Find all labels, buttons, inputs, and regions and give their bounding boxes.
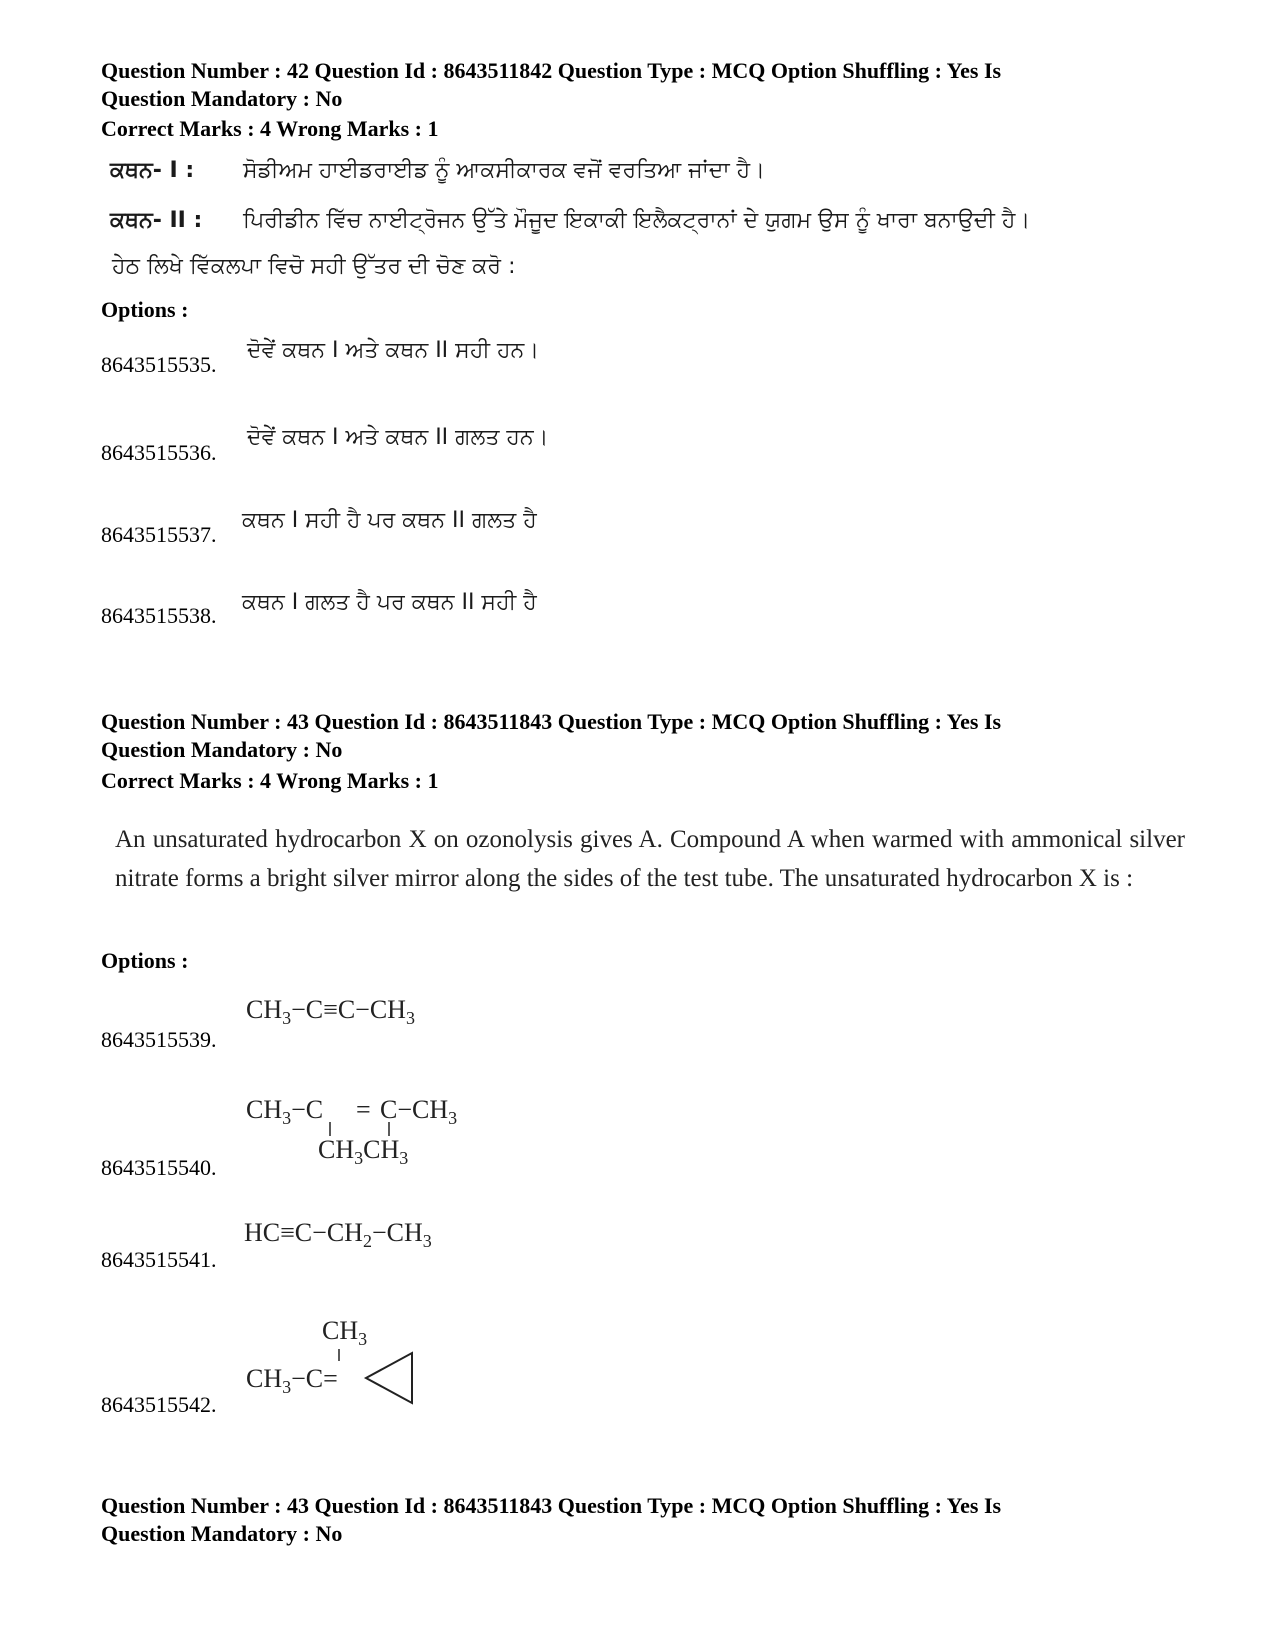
q43-option-4-structure[interactable]: [244, 1315, 444, 1410]
q43-meta-line1: Question Number : 43 Question Id : 8643511843 Question Type : MCQ Option Shuffling : Yes Is: [101, 709, 1002, 734]
q42-option-2-text[interactable]: ਦੋਵੇਂ ਕਥਨ I ਅਤੇ ਕਥਨ II ਗਲਤ ਹਨ।: [247, 425, 549, 450]
q43-repeat-meta-line2: Question Mandatory : No: [101, 1521, 343, 1546]
q42-option-2-id: 8643515536.: [101, 440, 217, 465]
q42-statement2: [110, 208, 202, 233]
q43-option-2-id: 8643515540.: [101, 1155, 217, 1180]
q42-option-4-id: 8643515538.: [101, 603, 217, 628]
cyclopropane-ring: [366, 1353, 412, 1403]
q42-marks: Correct Marks : 4 Wrong Marks : 1: [101, 116, 439, 141]
q43-question-text: An unsaturated hydrocarbon X on ozonolysis gives A. Compound A when warmed with ammonical silver nitrate forms a bright silver mirror along the sides of the test tube. The unsaturated hydrocarbon X is :: [115, 826, 1185, 892]
q43-option-1-id: 8643515539.: [101, 1027, 217, 1052]
q42-options-label: Options :: [101, 297, 189, 322]
q43-option-3-id: 8643515541.: [101, 1247, 217, 1272]
svg-text:CH3−C: $CH_3-C$: [246, 1095, 324, 1128]
q42-statement2-text: ਪਿਰੀਡੀਨ ਵਿੱਚ ਨਾਈਟ੍ਰੋਜਨ ਉੱਤੇ ਮੌਜੂਦ ਇਕਾਕੀ ਇਲੈਕਟ੍ਰਾਨਾਂ ਦੇ ਯੁਗਮ ਉਸ ਨੂੰ ਖਾਰਾ ਬਨਾਉਦੀ ਹੈ।: [243, 208, 1031, 233]
q43-repeat-meta-line1: Question Number : 43 Question Id : 8643511843 Question Type : MCQ Option Shuffling : Yes Is: [101, 1493, 1002, 1518]
q42-statement2-label: ਕਥਨ- II :: [110, 208, 203, 233]
q43-option-3-formula[interactable]: $HC\equiv C-CH_2-CH_3$: [244, 1218, 432, 1252]
q42-option-1-text[interactable]: ਦੋਵੇਂ ਕਥਨ I ਅਤੇ ਕਥਨ II ਸਹੀ ਹਨ।: [247, 338, 540, 363]
q42-option-4-text[interactable]: ਕਥਨ I ਗਲਤ ਹੈ ਪਰ ਕਥਨ II ਸਹੀ ਹੈ: [242, 590, 537, 615]
q42-statement1-label: ਕਥਨ- I :: [110, 158, 195, 183]
q43-repeat-header: [101, 1492, 1181, 1548]
svg-text:CH3: $CH_3$: [322, 1316, 368, 1349]
q42-meta-line1: Question Number : 42 Question Id : 8643511842 Question Type : MCQ Option Shuffling : Yes Is: [101, 58, 1002, 83]
q43-marks: Correct Marks : 4 Wrong Marks : 1: [101, 768, 439, 793]
q43-header: [101, 708, 1181, 764]
q42-option-3-text[interactable]: ਕਥਨ I ਸਹੀ ਹੈ ਪਰ ਕਥਨ II ਗਲਤ ਹੈ: [242, 508, 537, 533]
q42-statement1-text: ਸੋਡੀਅਮ ਹਾਈਡਰਾਈਡ ਨੂੰ ਆਕਸੀਕਾਰਕ ਵਜੋਂ ਵਰਤਿਆ ਜਾਂਦਾ ਹੈ।: [243, 158, 765, 183]
q43-options-label: Options :: [101, 948, 189, 973]
q42-option-3-id: 8643515537.: [101, 522, 217, 547]
svg-text:=: =: [356, 1095, 371, 1124]
svg-text:CH3−C=: $CH_3-C=$: [246, 1364, 338, 1397]
svg-text:C−CH3: $C-CH_3$: [380, 1095, 458, 1128]
q43-option-4-id: 8643515542.: [101, 1392, 217, 1417]
q43-option-2-structure[interactable]: [244, 1092, 494, 1172]
svg-text:CH3CH3: $CH_3CH_3$: [318, 1135, 409, 1168]
q42-option-1-id: 8643515535.: [101, 352, 217, 377]
q43-option-1-formula[interactable]: $CH_3-C\equiv C-CH_3$: [246, 995, 415, 1029]
q42-statement1: [110, 158, 194, 183]
q42-header: [101, 57, 1181, 113]
q42-instruction: ਹੇਠ ਲਿਖੇ ਵਿੱਕਲਪਾ ਵਿਚੋ ਸਹੀ ਉੱਤਰ ਦੀ ਚੋਣ ਕਰੋ :: [112, 254, 516, 279]
q42-meta-line2: Question Mandatory : No: [101, 86, 343, 111]
q43-meta-line2: Question Mandatory : No: [101, 737, 343, 762]
